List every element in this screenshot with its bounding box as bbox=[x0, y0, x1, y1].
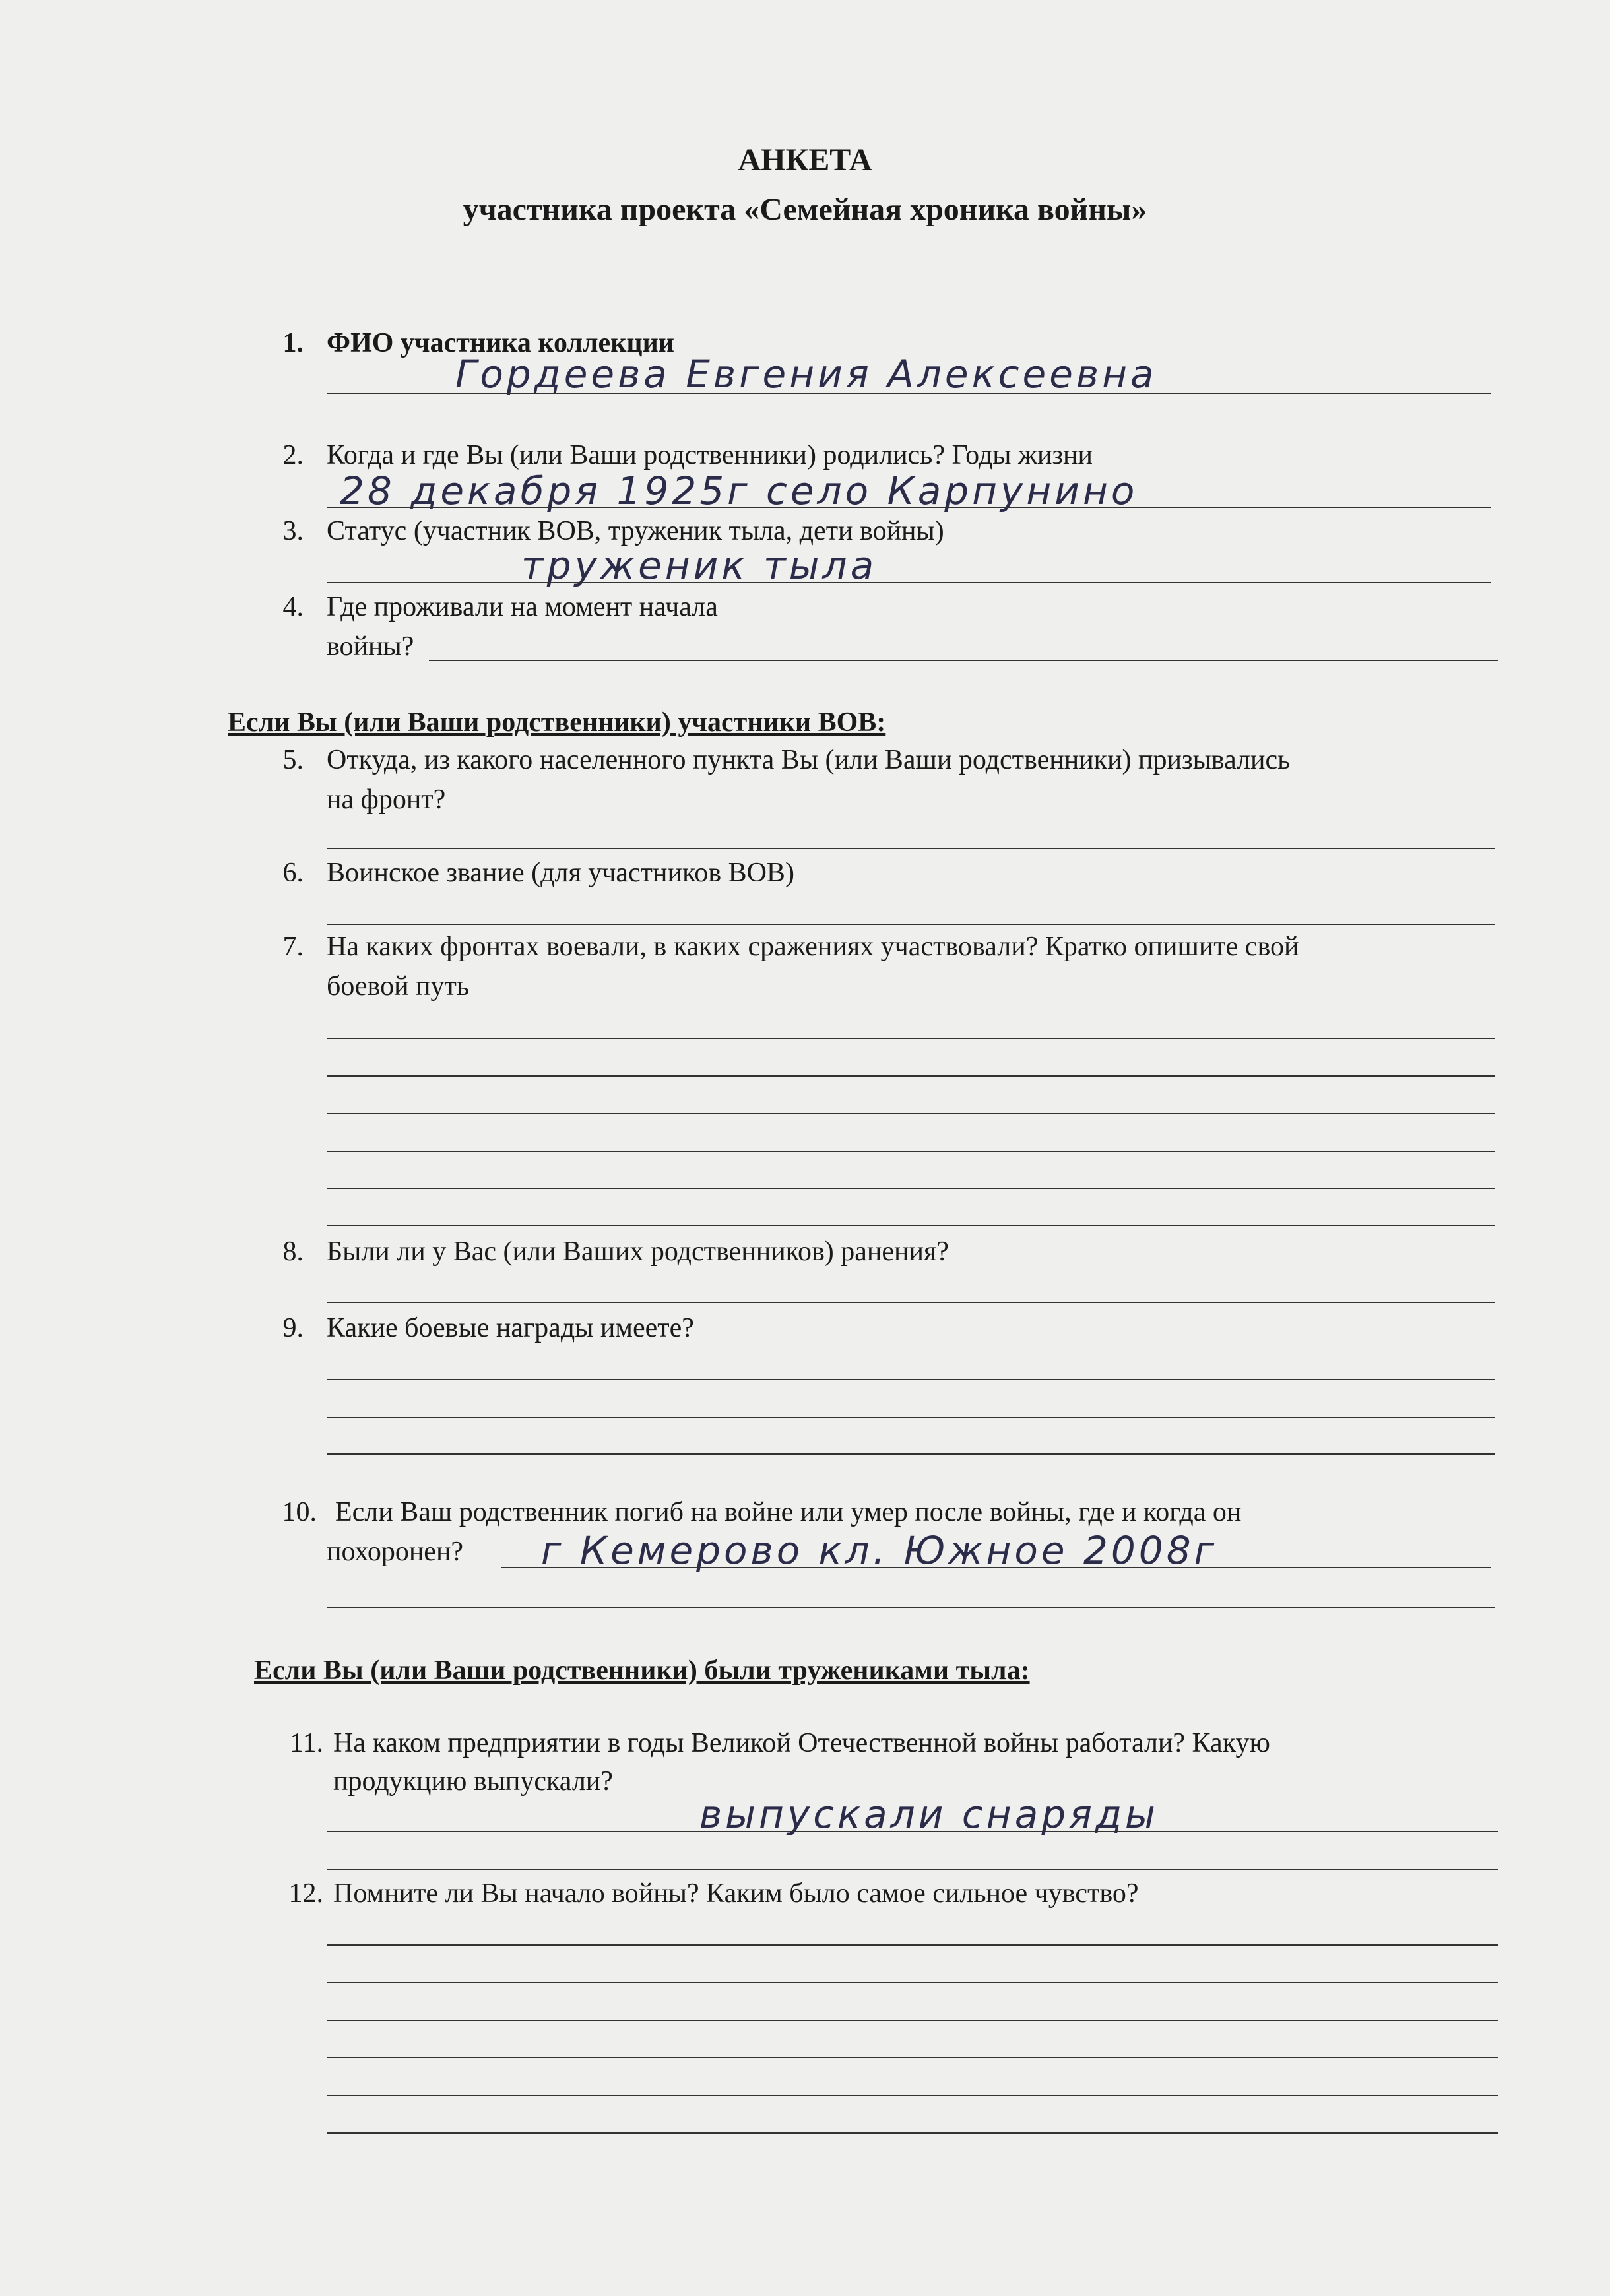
q4-answer-line bbox=[429, 660, 1498, 661]
q10-text-line1: Если Ваш родственник погиб на войне или умер после войны, где и когда он bbox=[335, 1497, 1242, 1527]
q11-text-line1: На каком предприятии в годы Великой Отечественной войны работали? Какую bbox=[333, 1728, 1270, 1758]
q6-answer-line bbox=[327, 924, 1495, 925]
q10-answer-line bbox=[501, 1567, 1491, 1568]
q7-text-line2: боевой путь bbox=[327, 971, 470, 1002]
q4-number: 4. bbox=[282, 592, 304, 622]
q12-answer-line bbox=[327, 2020, 1498, 2021]
q8-answer-line bbox=[327, 1302, 1495, 1303]
q4-text-line1: Где проживали на момент начала bbox=[327, 592, 718, 622]
q5-number: 5. bbox=[282, 745, 304, 775]
q9-answer-line bbox=[327, 1417, 1495, 1418]
q6-text: Воинское звание (для участников ВОВ) bbox=[327, 858, 794, 888]
q7-answer-line bbox=[327, 1075, 1495, 1077]
q4-text-line2: войны? bbox=[327, 631, 414, 662]
q7-text-line1: На каких фронтах воевали, в каких сражениях участвовали? Кратко опишите свой bbox=[327, 932, 1299, 962]
q1-answer-line bbox=[327, 393, 1491, 394]
q9-answer-line bbox=[327, 1453, 1495, 1455]
q8-number: 8. bbox=[282, 1236, 304, 1267]
q5-text-line2: на фронт? bbox=[327, 784, 446, 815]
q7-answer-line bbox=[327, 1225, 1495, 1226]
q2-text: Когда и где Вы (или Ваши родственники) родились? Годы жизни bbox=[327, 440, 1093, 470]
q12-answer-line bbox=[327, 2095, 1498, 2096]
q6-number: 6. bbox=[282, 858, 304, 888]
q10-answer-line bbox=[327, 1607, 1495, 1608]
q5-text-line1: Откуда, из какого населенного пункта Вы (или Ваши родственники) призывались bbox=[327, 745, 1291, 775]
q9-number: 9. bbox=[282, 1313, 304, 1343]
q11-number: 11. bbox=[290, 1728, 323, 1758]
q7-answer-line bbox=[327, 1113, 1495, 1114]
q11-answer-line bbox=[327, 1831, 1498, 1832]
q8-text: Были ли у Вас (или Ваших родственников) ранения? bbox=[327, 1236, 949, 1267]
q9-text: Какие боевые награды имеете? bbox=[327, 1313, 694, 1343]
q3-number: 3. bbox=[282, 516, 304, 546]
q10-answer[interactable]: г Кемерово кл. Южное 2008г bbox=[541, 1528, 1218, 1573]
q7-answer-line bbox=[327, 1151, 1495, 1152]
q7-answer-line bbox=[327, 1188, 1495, 1189]
q3-text: Статус (участник ВОВ, труженик тыла, дети войны) bbox=[327, 516, 944, 546]
q12-answer-line bbox=[327, 1944, 1498, 1946]
q11-text-line2: продукцию выпускали? bbox=[333, 1766, 613, 1797]
q12-answer-line bbox=[327, 1982, 1498, 1983]
q1-number: 1. bbox=[282, 328, 304, 358]
q12-answer-line bbox=[327, 2132, 1498, 2134]
q10-number: 10. bbox=[282, 1497, 317, 1527]
q7-answer-line bbox=[327, 1038, 1495, 1039]
q2-number: 2. bbox=[282, 440, 304, 470]
q3-answer-line bbox=[327, 582, 1491, 583]
q12-number: 12. bbox=[288, 1878, 323, 1909]
q12-text: Помните ли Вы начало войны? Каким было самое сильное чувство? bbox=[333, 1878, 1139, 1909]
form-subtitle: участника проекта «Семейная хроника войны» bbox=[463, 192, 1147, 227]
q10-text-line2: похоронен? bbox=[327, 1537, 464, 1567]
q3-answer[interactable]: труженик тыла bbox=[521, 543, 878, 588]
form-title: АНКЕТА bbox=[738, 143, 872, 177]
q12-answer-line bbox=[327, 2057, 1498, 2058]
section-wwii-participants: Если Вы (или Ваши родственники) участники ВОВ: bbox=[228, 707, 886, 738]
q1-text: ФИО участника коллекции bbox=[327, 328, 674, 358]
q5-answer-line bbox=[327, 848, 1495, 849]
section-home-front: Если Вы (или Ваши родственники) были тружениками тыла: bbox=[254, 1655, 1030, 1686]
q2-answer-line bbox=[327, 507, 1491, 508]
q1-answer[interactable]: Гордеева Евгения Алексеевна bbox=[455, 352, 1157, 397]
q11-answer-line bbox=[327, 1869, 1498, 1870]
q2-answer[interactable]: 28 декабря 1925г село Карпунино bbox=[340, 468, 1138, 513]
q9-answer-line bbox=[327, 1379, 1495, 1380]
q11-answer[interactable]: выпускали снаряды bbox=[699, 1792, 1159, 1837]
q7-number: 7. bbox=[282, 932, 304, 962]
